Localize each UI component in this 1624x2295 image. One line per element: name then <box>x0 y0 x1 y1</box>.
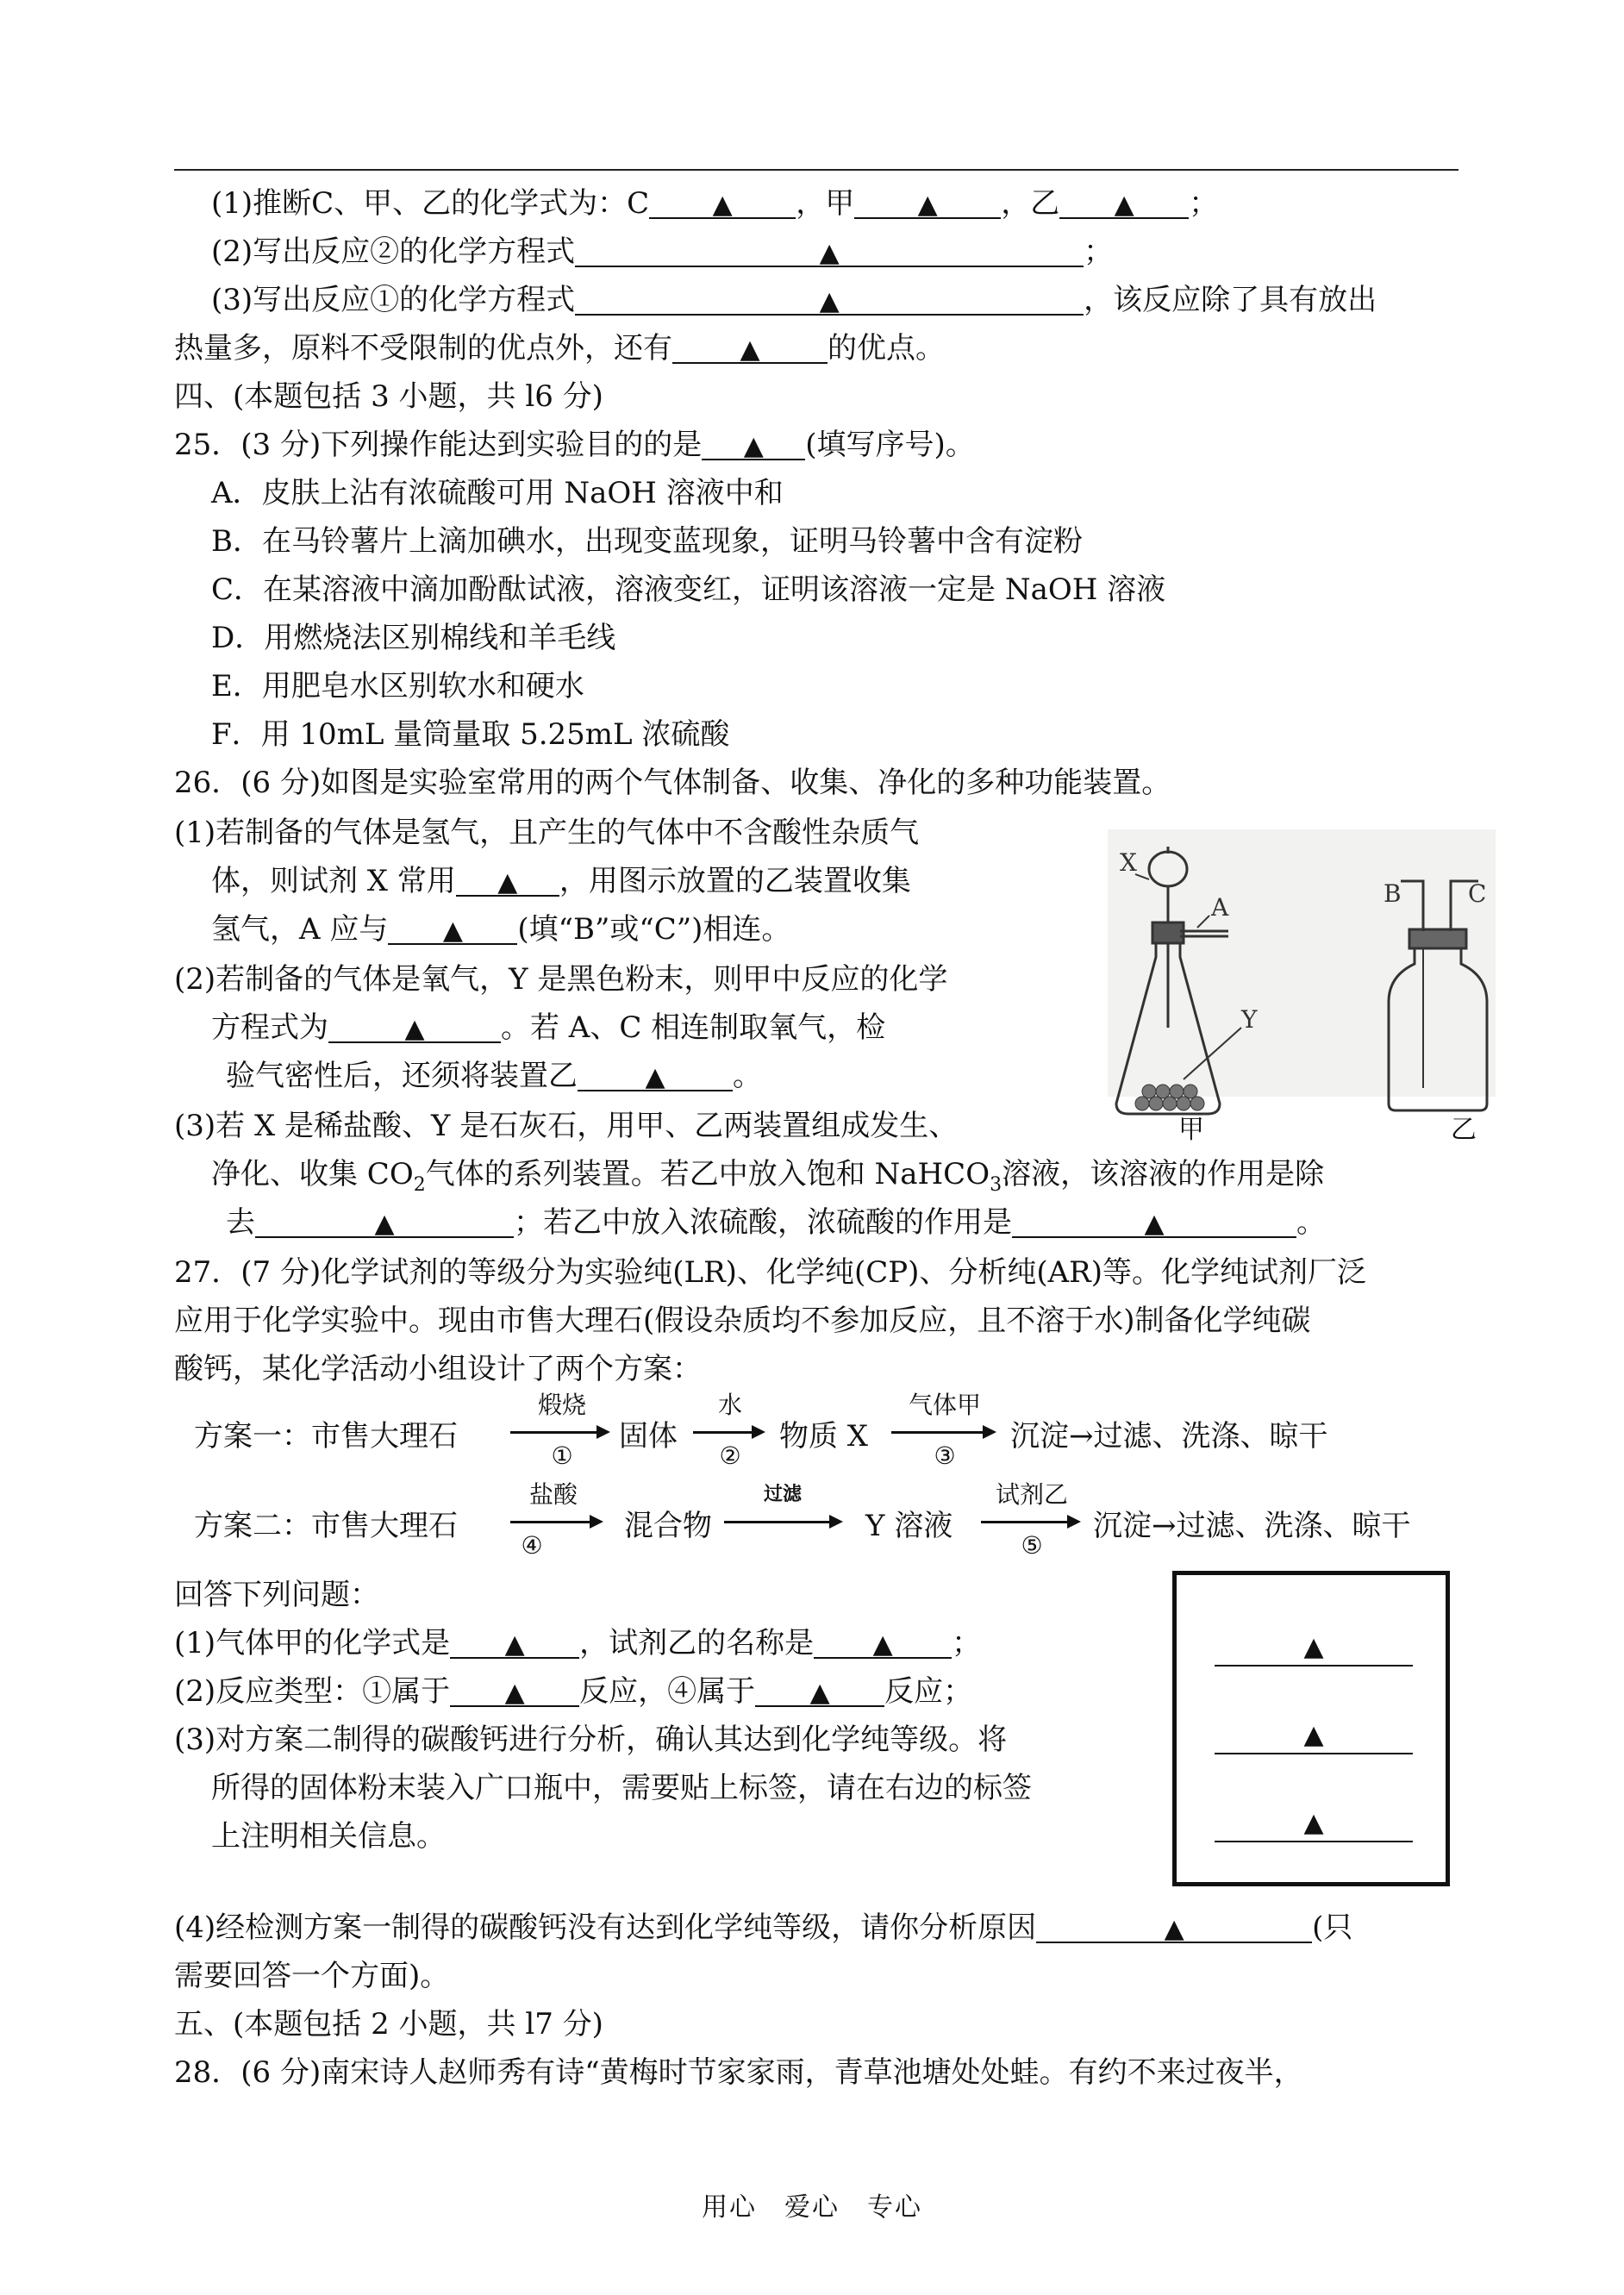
flask-stopper <box>1152 922 1184 943</box>
q27-stem-line2: 应用于化学实验中。现由市售大理石(假设杂质均不参加反应，且不溶于水)制备化学纯碳 <box>174 1304 1311 1338</box>
text: ，该反应除了具有放出 <box>1084 283 1377 317</box>
text: 。若 A、C 相连制取氧气，检 <box>501 1010 886 1045</box>
text: 验气密性后，还须将装置乙 <box>226 1059 578 1093</box>
blank-mark: ▲ <box>645 1062 665 1092</box>
text: (4)经检测方案一制得的碳酸钙没有达到化学纯等级，请你分析原因 <box>174 1910 1037 1945</box>
q26-part3-line1: (3)若 X 是稀盐酸、Y 是石灰石，用甲、乙两装置组成发生、 <box>174 1109 959 1143</box>
answer-blank[interactable] <box>456 864 559 897</box>
text: ，试剂乙的名称是 <box>579 1626 815 1660</box>
subscript: 2 <box>413 1173 426 1196</box>
q27-stem-line1: 27．(7 分)化学试剂的等级分为实验纯(LR)、化学纯(CP)、分析纯(AR)等。化学纯试剂厂泛 <box>174 1255 1367 1290</box>
text: ； <box>952 1626 982 1660</box>
blank-mark: ▲ <box>872 1629 893 1660</box>
text: (填写序号)。 <box>805 428 975 462</box>
blank-mark: ▲ <box>1303 1808 1324 1838</box>
q25-stem <box>174 426 975 464</box>
text: ，用图示放置的乙装置收集 <box>559 864 911 898</box>
q27-part3-line2: 所得的固体粉末装入广口瓶中，需要贴上标签，请在右边的标签 <box>211 1771 1032 1805</box>
text: 净化、收集 CO <box>211 1157 414 1191</box>
blank-mark: ▲ <box>404 1014 425 1044</box>
text: (2)反应类型：①属于 <box>174 1674 451 1709</box>
q27-part4-line2: 需要回答一个方面)。 <box>174 1959 450 1993</box>
q27-part3-line1: (3)对方案二制得的碳酸钙进行分析，确认其达到化学纯等级。将 <box>174 1723 1008 1757</box>
scheme2-mixture: 混合物 <box>624 1509 712 1543</box>
label-y: Y <box>1241 1005 1258 1034</box>
text: (2)写出反应②的化学方程式 <box>211 235 576 269</box>
label-blank-3[interactable] <box>1215 1806 1413 1842</box>
gas-apparatus-figure <box>1108 829 1496 1148</box>
scheme2-arrow3 <box>981 1521 1077 1523</box>
scheme1-solid: 固体 <box>619 1419 678 1454</box>
blank-mark: ▲ <box>1144 1209 1165 1239</box>
blank-mark: ▲ <box>819 238 840 268</box>
scheme1-arrow1-bottom: ① <box>551 1441 573 1470</box>
text: 反应，④属于 <box>579 1674 756 1709</box>
q24-part2 <box>211 233 1113 271</box>
scheme1-arrow2-bottom: ② <box>719 1441 741 1470</box>
scheme2-arrow2 <box>724 1521 840 1523</box>
text: (1)推断C、甲、乙的化学式为：C <box>211 186 650 221</box>
blank-mark: ▲ <box>497 867 518 897</box>
blank-mark: ▲ <box>819 286 840 316</box>
scheme2-y-solution: Y 溶液 <box>865 1509 953 1543</box>
answer-blank[interactable] <box>854 186 1001 219</box>
scheme1-arrow3 <box>891 1431 993 1434</box>
text: 25．(3 分)下列操作能达到实验目的的是 <box>174 428 703 462</box>
label-blank-2[interactable] <box>1215 1718 1413 1754</box>
blank-mark: ▲ <box>712 190 733 220</box>
q26-part1-line3 <box>211 910 790 948</box>
q27-part1 <box>174 1624 981 1662</box>
scheme1-arrow3-bottom: ③ <box>934 1441 956 1470</box>
scheme1-arrow1 <box>510 1431 607 1434</box>
q25-option-f: F．用 10mL 量筒量取 5.25mL 浓硫酸 <box>211 717 730 752</box>
blank-mark: ▲ <box>743 431 764 461</box>
scheme2-arrow1-bottom: ④ <box>521 1531 543 1560</box>
text: 方程式为 <box>211 1010 328 1045</box>
page-footer: 用心 爱心 专心 <box>702 2192 922 2223</box>
scheme2-label: 方案二：市售大理石 <box>194 1509 458 1543</box>
q25-option-a: A．皮肤上沾有浓硫酸可用 NaOH 溶液中和 <box>211 476 784 510</box>
section-4-heading: 四、(本题包括 3 小题，共 l6 分) <box>174 379 603 414</box>
q26-part2-line2 <box>211 1009 885 1047</box>
q26-part1-line2 <box>211 862 911 900</box>
q27-stem-line3: 酸钙，某化学活动小组设计了两个方案： <box>174 1352 702 1386</box>
bottle-stopper <box>1409 929 1466 948</box>
text: (填“B”或“C”)相连。 <box>517 912 791 947</box>
q27-part2 <box>174 1673 972 1710</box>
q25-option-b: B．在马铃薯片上滴加碘水，出现变蓝现象，证明马铃薯中含有淀粉 <box>211 524 1083 559</box>
q27-part4-line1 <box>174 1909 1352 1947</box>
scheme2-arrow3-bottom: ⑤ <box>1021 1531 1043 1560</box>
blank-mark: ▲ <box>1303 1720 1324 1750</box>
label-b: B <box>1384 879 1402 908</box>
text: 气体的系列装置。若乙中放入饱和 NaHCO <box>425 1157 990 1191</box>
text: (只 <box>1312 1910 1353 1945</box>
answer-blank[interactable] <box>1059 186 1189 219</box>
blank-mark: ▲ <box>442 916 463 946</box>
blank-mark: ▲ <box>374 1209 395 1239</box>
header-rule <box>174 169 1458 171</box>
q24-part3 <box>211 281 1377 319</box>
label-blank-1[interactable] <box>1215 1630 1413 1667</box>
text: 。 <box>1296 1205 1326 1240</box>
answer-blank[interactable] <box>672 331 828 364</box>
reagent-label-box <box>1172 1571 1450 1886</box>
text: ； <box>1084 235 1114 269</box>
figure-background <box>1108 829 1496 1097</box>
q26-part2-line3 <box>226 1057 762 1095</box>
q28-stem: 28．(6 分)南宋诗人赵师秀有诗“黄梅时节家家雨，青草池塘处处蛙。有约不来过夜半， <box>174 2055 1303 2090</box>
blank-mark: ▲ <box>1303 1632 1324 1662</box>
answer-blank[interactable] <box>450 1674 579 1707</box>
answer-blank[interactable] <box>328 1010 501 1043</box>
blank-mark: ▲ <box>1114 190 1134 220</box>
q26-part3-line3 <box>226 1204 1326 1241</box>
scheme2-arrow3-top: 试剂乙 <box>995 1480 1068 1509</box>
text: ，乙 <box>1001 186 1060 221</box>
answer-blank[interactable] <box>702 428 805 460</box>
answer-blank[interactable] <box>755 1674 884 1707</box>
section-5-heading: 五、(本题包括 2 小题，共 l7 分) <box>174 2007 603 2042</box>
text: 去 <box>226 1205 255 1240</box>
label-a: A <box>1211 893 1229 922</box>
text: ；若乙中放入浓硫酸，浓硫酸的作用是 <box>514 1205 1012 1240</box>
q25-option-c: C．在某溶液中滴加酚酞试液，溶液变红，证明该溶液一定是 NaOH 溶液 <box>211 572 1166 607</box>
blank-mark: ▲ <box>917 190 938 220</box>
label-yi: 乙 <box>1451 1115 1477 1145</box>
q26-part3-line2 <box>211 1155 1325 1196</box>
q25-option-e: E．用肥皂水区别软水和硬水 <box>211 669 584 704</box>
text: ，甲 <box>796 186 855 221</box>
answer-blank[interactable] <box>575 283 1084 316</box>
text: 反应； <box>884 1674 973 1709</box>
scheme2-arrow1-top: 盐酸 <box>528 1480 578 1509</box>
scheme1-end: 沉淀→过滤、洗涤、晾干 <box>1010 1419 1328 1454</box>
q24-part3-cont <box>174 329 945 367</box>
q24-part1 <box>211 184 1218 222</box>
q27-answer-intro: 回答下列问题： <box>174 1578 379 1612</box>
scheme2-arrow1 <box>510 1521 600 1523</box>
answer-blank[interactable] <box>450 1626 579 1659</box>
answer-blank[interactable] <box>575 235 1084 267</box>
scheme1-arrow3-top: 气体甲 <box>908 1391 981 1419</box>
scheme1-label: 方案一：市售大理石 <box>194 1419 458 1454</box>
q26-stem: 26．(6 分)如图是实验室常用的两个气体制备、收集、净化的多种功能装置。 <box>174 766 1171 800</box>
scheme2-end: 沉淀→过滤、洗涤、晾干 <box>1093 1509 1411 1543</box>
answer-blank[interactable] <box>814 1626 952 1659</box>
text: 的优点。 <box>828 331 945 366</box>
scheme1-arrow1-top: 煅烧 <box>537 1391 586 1419</box>
answer-blank[interactable] <box>1012 1205 1296 1238</box>
blank-mark: ▲ <box>504 1678 525 1708</box>
scheme1-arrow2-top: 水 <box>717 1391 742 1419</box>
q26-part2-line1: (2)若制备的气体是氧气，Y 是黑色粉末，则甲中反应的化学 <box>174 962 948 997</box>
subscript: 3 <box>990 1173 1003 1196</box>
label-x: X <box>1120 848 1137 877</box>
text: 氢气，A 应与 <box>211 912 389 947</box>
blank-mark: ▲ <box>504 1629 525 1660</box>
blank-mark: ▲ <box>809 1678 830 1708</box>
q25-option-d: D．用燃烧法区别棉线和羊毛线 <box>211 621 616 655</box>
scheme1-arrow2 <box>693 1431 762 1434</box>
answer-blank[interactable] <box>255 1205 514 1238</box>
text: (1)气体甲的化学式是 <box>174 1626 451 1660</box>
q27-part3-line3: 上注明相关信息。 <box>211 1819 446 1854</box>
blank-mark: ▲ <box>740 335 760 365</box>
scheme1-substance-x: 物质 X <box>779 1419 869 1454</box>
scheme2-arrow2-top: 过滤 <box>763 1483 802 1505</box>
answer-blank[interactable] <box>649 186 796 219</box>
answer-blank[interactable] <box>578 1059 733 1091</box>
blank-mark: ▲ <box>1164 1914 1184 1944</box>
text: 溶液，该溶液的作用是除 <box>1002 1157 1325 1191</box>
text: 。 <box>733 1059 762 1093</box>
text: 热量多，原料不受限制的优点外，还有 <box>174 331 672 366</box>
text: 体，则试剂 X 常用 <box>211 864 456 898</box>
q26-part1-line1: (1)若制备的气体是氢气，且产生的气体中不含酸性杂质气 <box>174 816 920 850</box>
answer-blank[interactable] <box>1036 1910 1312 1943</box>
label-jia: 甲 <box>1178 1115 1204 1145</box>
answer-blank[interactable] <box>388 912 517 945</box>
label-c: C <box>1468 879 1487 908</box>
text: (3)写出反应①的化学方程式 <box>211 283 576 317</box>
text: ； <box>1189 186 1219 221</box>
